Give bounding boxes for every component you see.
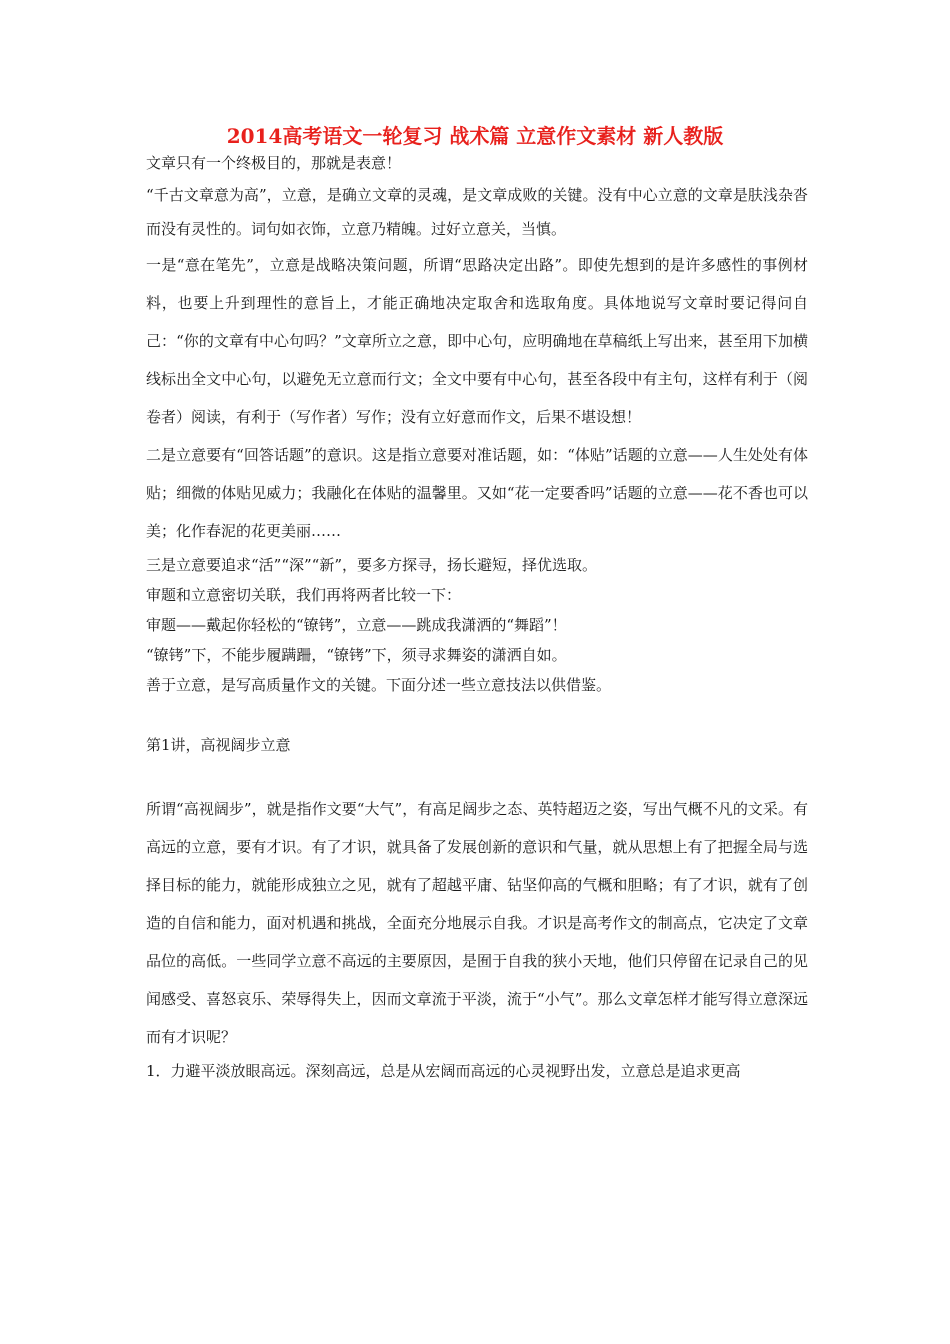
paragraph-quote: “千古文章意为高”，立意，是确立文章的灵魂，是文章成败的关键。没有中心立意的文章是肤浅杂沓而没有灵性的。词句如衣饰，立意乃精魄。过好立意关，当慎。 <box>146 186 808 238</box>
document-title: 2014高考语文一轮复习 战术篇 立意作文素材 新人教版 <box>226 124 724 148</box>
paragraph-point-three: 三是立意要追求“活”“深”“新”，要多方探寻，扬长避短，择优选取。 <box>146 556 598 574</box>
paragraph-lecture-body: 所谓“高视阔步”，就是指作文要“大气”，有高足阔步之态、英特超迈之姿，写出气概不凡的文采。有高远的立意，要有才识。有了才识，就具备了发展创新的意识和气量，就从思想上有了把握全局与选择目标的能力，就能形成独立之见，就有了超越平庸、钻坚仰高的气概和胆略；有了才识，就有了创造的自信和能力，面对机遇和挑战，全面充分地展示自我。才识是高考作文的制高点，它决定了文章品位的高低。一些同学立意不高远的主要原因，是囿于自我的狭小天地，他们只停留在记录自己的见闻感受、喜怒哀乐、荣辱得失上，因而文章流于平淡，流于“小气”。那么文章怎样才能写得立意深远而有才识呢？ <box>146 800 808 1046</box>
section-heading-lecture-1: 第1讲，高视阔步立意 <box>146 736 291 754</box>
paragraph-shackles: 审题——戴起你轻松的“镣铐”，立意——跳成我潇洒的“舞蹈”！ <box>146 616 567 634</box>
paragraph-key: 善于立意，是写高质量作文的关键。下面分述一些立意技法以供借鉴。 <box>146 676 612 694</box>
paragraph-point-two: 二是立意要有“回答话题”的意识。这是指立意要对准话题，如：“体贴”话题的立意——人生处处有体贴；细微的体贴见威力；我融化在体贴的温馨里。又如“花一定要香吗”话题的立意——花不香也可以美；化作春泥的花更美丽…… <box>146 446 808 540</box>
paragraph-point-one: 一是“意在笔先”，立意是战略决策问题，所谓“思路决定出路”。即使先想到的是许多感性的事例材料，也要上升到理性的意旨上，才能正确地决定取舍和选取角度。具体地说写文章时要记得问自己：“你的文章有中心句吗？”文章所立之意，即中心句，应明确地在草稿纸上写出来，甚至用下加横线标出全文中心句，以避免无立意而行文；全文中要有中心句，甚至各段中有主句，这样有利于（阅卷者）阅读，有利于（写作者）写作；没有立好意而作文，后果不堪设想！ <box>146 256 808 426</box>
paragraph-dance: “镣铐”下，不能步履蹒跚，“镣铐”下，须寻求舞姿的潇洒自如。 <box>146 646 567 664</box>
spacer <box>146 700 808 730</box>
spacer <box>146 760 808 790</box>
document-body <box>146 148 808 1086</box>
paragraph-numbered-1: 1．力避平淡放眼高远。深刻高远，总是从宏阔而高远的心灵视野出发，立意总是追求更高 <box>146 1062 741 1080</box>
paragraph-intro: 文章只有一个终极目的，那就是表意！ <box>146 154 402 172</box>
paragraph-compare: 审题和立意密切关联，我们再将两者比较一下： <box>146 586 462 604</box>
